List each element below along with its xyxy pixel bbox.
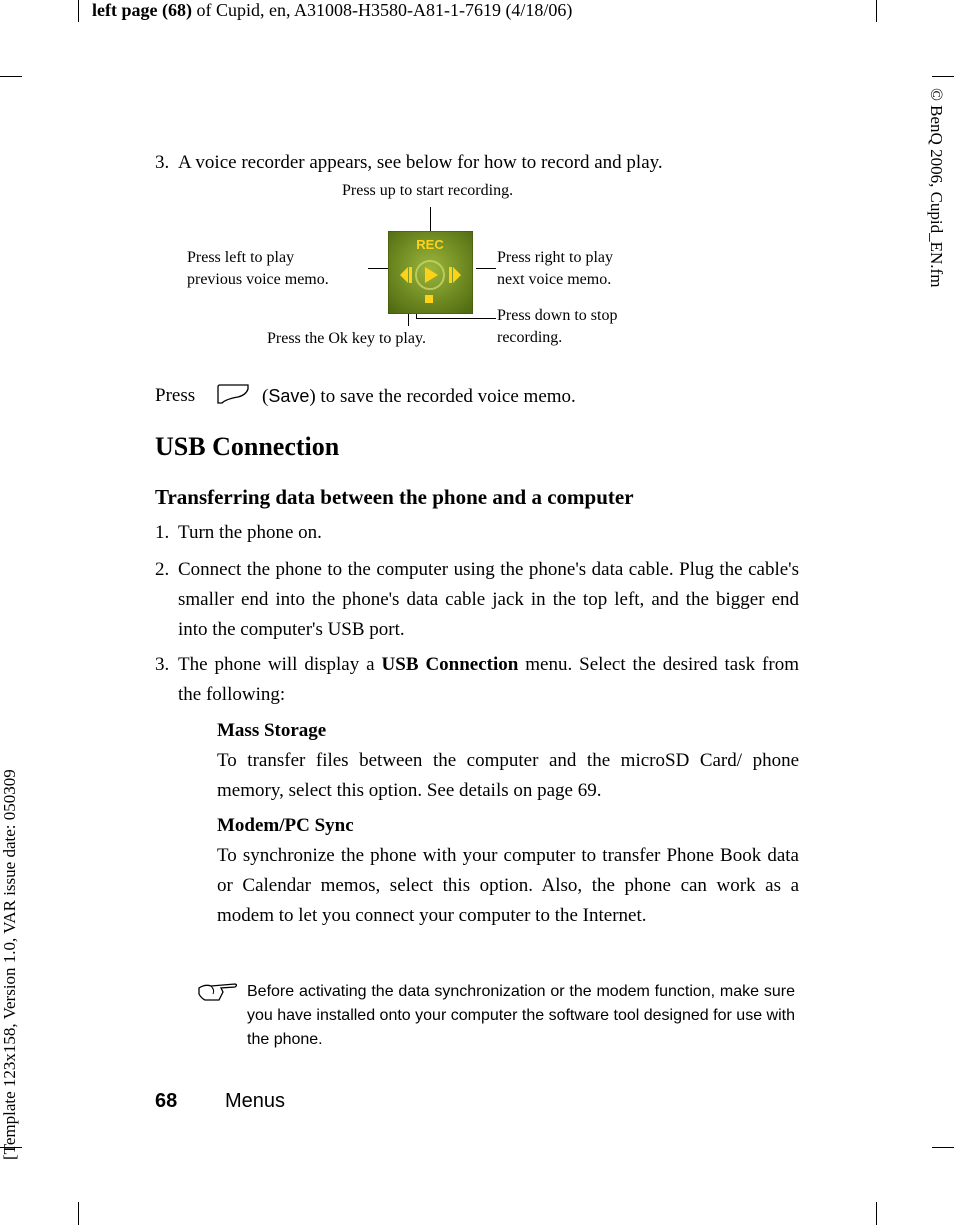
step-number: 3. (155, 152, 170, 173)
header-doc-ref: of Cupid, en, A31008-H3580-A81-1-7619 (4/18/06) (191, 0, 573, 20)
option-description: To synchronize the phone with your computer to transfer Phone Book data or Calendar memos, select this option. Also, the phone can work as a modem to let you connect your computer to the Internet. (217, 845, 799, 926)
leader-down-h (416, 318, 496, 319)
crop-mark (876, 1202, 877, 1225)
option-modem-pc-sync (217, 811, 799, 931)
template-side-note: [Template 123x158, Version 1.0, VAR issue date: 050309 (0, 769, 19, 1160)
step-text-part: menu. Select the desired task from the following: (178, 654, 799, 705)
save-rest: ) to save the recorded voice memo. (309, 386, 576, 407)
crop-mark (932, 1147, 954, 1148)
section-name: Menus (225, 1090, 286, 1112)
header-page-ref: left page (68) (92, 0, 192, 20)
section-heading: USB Connection (155, 432, 340, 461)
save-instruction (155, 381, 195, 411)
step-text-part: The phone will display a (178, 654, 382, 675)
rec-label: REC (416, 237, 444, 252)
note-text: Before activating the data synchronization or the modem function, make sure you have installed onto your computer the software tool designed for use with the phone. (247, 983, 795, 1048)
callout-left-line1: Press left to play (187, 249, 295, 266)
crop-mark (78, 1202, 79, 1225)
crop-mark (78, 0, 79, 22)
step-text: Connect the phone to the computer using the phone's data cable. Plug the cable's smaller end into the phone's data cable jack in the top left, and the bigger end into the computer's USB port. (178, 559, 799, 640)
note-hand-icon (197, 980, 239, 1004)
soft-key-icon (212, 381, 254, 407)
leader-left (368, 268, 388, 269)
option-description: To transfer files between the computer and the microSD Card/ phone memory, select this option. See details on page 69. (217, 750, 799, 801)
step-text (178, 650, 799, 710)
voice-recorder-image (388, 231, 473, 314)
subsection-heading: Transferring data between the phone and a computer (155, 485, 634, 509)
press-word: Press (155, 385, 196, 406)
recorder-step (155, 148, 799, 178)
option-title: Modem/PC Sync (217, 815, 354, 836)
step-text: Turn the phone on. (178, 522, 322, 543)
callout-left-line2: previous voice memo. (187, 271, 329, 288)
crop-mark (932, 76, 954, 77)
page-number: 68 (155, 1090, 178, 1112)
crop-mark (0, 76, 22, 77)
voice-recorder-icon (388, 231, 473, 314)
crop-mark (876, 0, 877, 22)
step-number: 2. (155, 559, 170, 580)
option-mass-storage (217, 716, 799, 806)
save-softkey-label: Save (268, 386, 310, 406)
callout-right-line2: next voice memo. (497, 271, 612, 288)
option-title: Mass Storage (217, 720, 327, 741)
usb-step-2 (155, 555, 799, 645)
callout-right-line1: Press right to play (497, 249, 613, 266)
callout-down-line1: Press down to stop (497, 307, 618, 324)
callout-ok: Press the Ok key to play. (267, 330, 426, 347)
page-header (92, 0, 572, 21)
save-instruction-rest (262, 381, 576, 412)
usb-step-1 (155, 518, 799, 548)
usb-step-3 (155, 650, 799, 710)
step-text: A voice recorder appears, see below for how to record and play. (178, 152, 663, 173)
menu-name: USB Connection (381, 654, 519, 675)
callout-down-line2: recording. (497, 329, 563, 346)
step-number: 1. (155, 522, 170, 543)
copyright-side-note: © BenQ 2006, Cupid_EN.fm (927, 88, 946, 288)
open-paren: ( (262, 386, 269, 407)
leader-right (476, 268, 496, 269)
step-number: 3. (155, 654, 170, 675)
callout-up: Press up to start recording. (342, 182, 514, 199)
